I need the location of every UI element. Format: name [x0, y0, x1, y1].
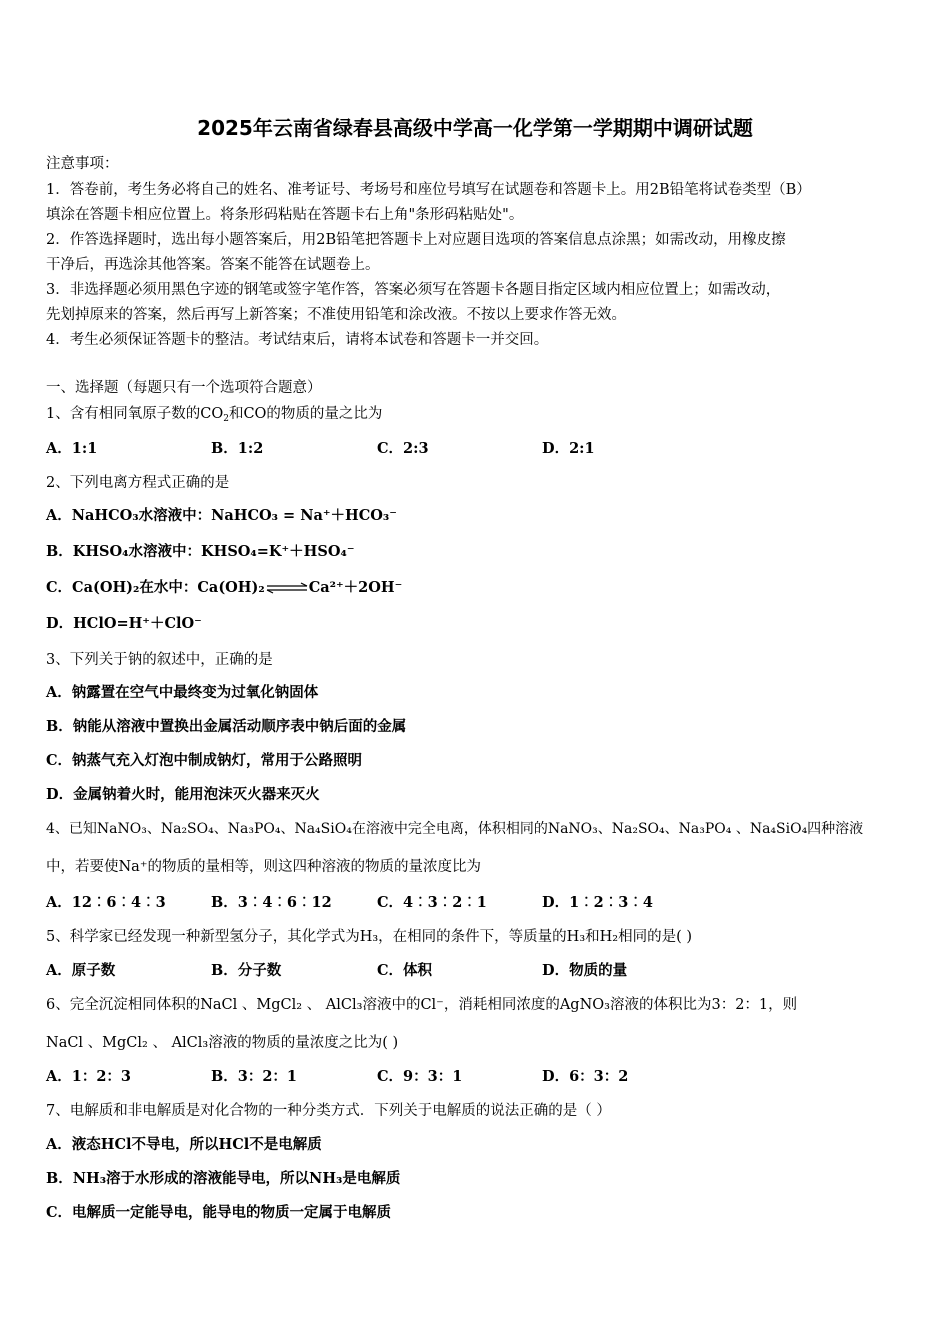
q2-option-b[interactable]: B．KHSO₄水溶液中：KHSO₄=K⁺＋HSO₄⁻ [46, 543, 355, 560]
q6-option-d[interactable]: D．6：3：2 [542, 1068, 629, 1085]
q2-option-c[interactable]: C．Ca(OH)₂在水中：Ca(OH)₂ Ca²⁺＋2OH⁻ [46, 579, 403, 596]
q1-option-a[interactable]: A．1:1 [46, 440, 98, 457]
q6-option-a[interactable]: A．1：2：3 [46, 1068, 132, 1085]
q5-option-a[interactable]: A．原子数 [46, 962, 116, 979]
q4-option-b[interactable]: B．3︰4︰6︰12 [211, 894, 332, 911]
question-6-stem: 6、完全沉淀相同体积的NaCl 、MgCl₂ 、 AlCl₃溶液中的Cl⁻，消耗相同浓度的AgNO₃溶液的体积比为3：2：1，则 [46, 997, 798, 1013]
q3-option-c[interactable]: C．钠蒸气充入灯泡中制成钠灯，常用于公路照明 [46, 752, 363, 769]
question-4-stem-cont: 中，若要使Na⁺的物质的量相等，则这四种溶液的物质的量浓度比为 [46, 859, 481, 875]
q6-option-b[interactable]: B．3：2：1 [211, 1068, 298, 1085]
q1-option-b[interactable]: B．1:2 [211, 440, 264, 457]
q7-option-c[interactable]: C．电解质一定能导电，能导电的物质一定属于电解质 [46, 1204, 392, 1221]
question-4-stem: 4、已知NaNO₃、Na₂SO₄、Na₃PO₄、Na₄SiO₄在溶液中完全电离，体积相同的NaNO₃、Na₂SO₄、Na₃PO₄ 、Na₄SiO₄四种溶液 [46, 821, 864, 837]
notice-line: 干净后，再选涂其他答案。答案不能答在试题卷上。 [46, 257, 380, 273]
q5-option-d[interactable]: D．物质的量 [542, 962, 628, 979]
question-6-stem-cont: NaCl 、MgCl₂ 、 AlCl₃溶液的物质的量浓度之比为( ) [46, 1035, 399, 1051]
q7-option-b[interactable]: B．NH₃溶于水形成的溶液能导电，所以NH₃是电解质 [46, 1170, 401, 1187]
q3-option-a[interactable]: A．钠露置在空气中最终变为过氧化钠固体 [46, 684, 319, 701]
q1-option-c[interactable]: C．2:3 [377, 440, 429, 457]
q2-option-a[interactable]: A．NaHCO₃水溶液中：NaHCO₃ = Na⁺＋HCO₃⁻ [46, 507, 397, 524]
notice-line: 2．作答选择题时，选出每小题答案后，用2B铅笔把答题卡上对应题目选项的答案信息点涂黑；如需改动，用橡皮擦 [46, 232, 786, 248]
page-title: 2025年云南省绿春县高级中学高一化学第一学期期中调研试题 [197, 116, 753, 140]
notice-heading: 注意事项： [46, 156, 119, 172]
q5-option-b[interactable]: B．分子数 [211, 962, 282, 979]
q3-option-b[interactable]: B．钠能从溶液中置换出金属活动顺序表中钠后面的金属 [46, 718, 407, 735]
section-heading: 一、选择题（每题只有一个选项符合题意） [46, 380, 322, 396]
q3-option-d[interactable]: D．金属钠着火时，能用泡沫灭火器来灭火 [46, 786, 320, 803]
notice-line: 4．考生必须保证答题卡的整洁。考试结束后，请将本试卷和答题卡一并交回。 [46, 332, 549, 348]
question-2-stem: 2、下列电离方程式正确的是 [46, 475, 230, 491]
q4-option-a[interactable]: A．12︰6︰4︰3 [46, 894, 166, 911]
notice-line: 3．非选择题必须用黑色字迹的钢笔或签字笔作答，答案必须写在答题卡各题目指定区域内相应位置上；如需改动， [46, 282, 781, 298]
q7-option-a[interactable]: A．液态HCl不导电，所以HCl不是电解质 [46, 1136, 322, 1153]
question-7-stem: 7、电解质和非电解质是对化合物的一种分类方式．下列关于电解质的说法正确的是（ ） [46, 1103, 611, 1119]
notice-line: 1．答卷前，考生务必将自己的姓名、准考证号、考场号和座位号填写在试题卷和答题卡上。用2B铅笔将试卷类型（B） [46, 182, 811, 198]
q5-option-c[interactable]: C．体积 [377, 962, 433, 979]
notice-line: 填涂在答题卡相应位置上。将条形码粘贴在答题卡右上角"条形码粘贴处"。 [46, 207, 524, 223]
notice-line: 先划掉原来的答案，然后再写上新答案；不准使用铅笔和涂改液。不按以上要求作答无效。 [46, 307, 626, 323]
q2-option-d[interactable]: D．HClO=H⁺＋ClO⁻ [46, 615, 202, 632]
question-1-stem: 1、含有相同氧原子数的$CO_2$和CO的物质的量之比为 [46, 406, 383, 424]
q1-option-d[interactable]: D．2:1 [542, 440, 595, 457]
q4-option-c[interactable]: C．4︰3︰2︰1 [377, 894, 487, 911]
equilibrium-arrow-icon [265, 582, 309, 594]
question-5-stem: 5、科学家已经发现一种新型氢分子，其化学式为H₃，在相同的条件下，等质量的H₃和H₂相同的是( ) [46, 929, 693, 945]
q6-option-c[interactable]: C．9：3：1 [377, 1068, 463, 1085]
q4-option-d[interactable]: D．1︰2︰3︰4 [542, 894, 653, 911]
question-3-stem: 3、下列关于钠的叙述中，正确的是 [46, 652, 273, 668]
